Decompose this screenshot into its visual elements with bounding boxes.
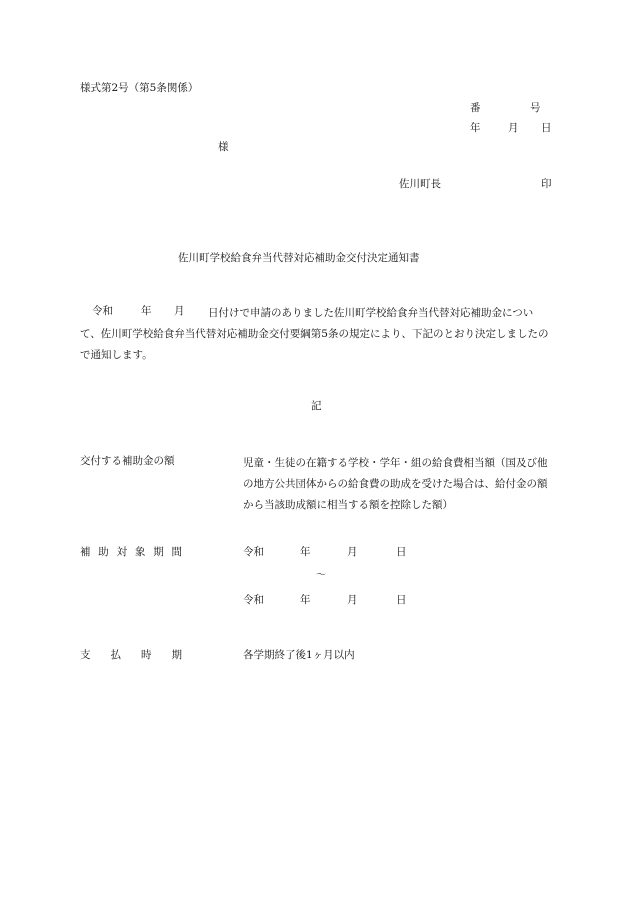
body-year: 年 (141, 305, 152, 317)
period-label (80, 544, 182, 559)
issuer-name: 佐川町長 (399, 178, 441, 190)
period-label-char: 期 (153, 546, 164, 558)
date-year: 年 (470, 122, 481, 134)
payment-text: 各学期終了後1ヶ月以内 (243, 649, 355, 661)
payment-label-char: 払 (110, 649, 121, 661)
period-end-era: 令和 (243, 594, 264, 606)
period-label-char: 対 (116, 546, 128, 558)
period-label-char: 間 (171, 546, 182, 558)
body-month: 月 (174, 305, 185, 317)
number-label-right: 号 (530, 102, 541, 114)
period-tilde: ～ (316, 570, 326, 581)
period-start-month: 月 (347, 546, 358, 558)
payment-label (80, 647, 182, 662)
period-start-era: 令和 (243, 546, 264, 558)
period-end-month: 月 (347, 594, 358, 606)
date-month: 月 (508, 122, 519, 134)
body-era: 令和 (92, 305, 113, 317)
payment-label-char: 時 (141, 649, 152, 661)
document-title: 佐川町学校給食弁当代替対応補助金交付決定通知書 (178, 252, 420, 264)
amount-label: 交付する補助金の額 (80, 455, 175, 467)
period-label-char: 補 (80, 546, 91, 558)
recipient-suffix: 様 (218, 141, 229, 153)
payment-label-char: 支 (80, 649, 91, 661)
seal-mark: 印 (541, 178, 552, 190)
number-label-left: 番 (470, 102, 481, 114)
form-label: 様式第2号（第5条関係） (80, 82, 199, 94)
date-day: 日 (541, 122, 552, 134)
period-label-char: 助 (98, 546, 109, 558)
period-label-char: 象 (134, 546, 146, 558)
ki-mark: 記 (311, 400, 322, 412)
period-start-day: 日 (396, 546, 407, 558)
body-text: 日付けで申請のありました佐川町学校給食弁当代替対応補助金について、佐川町学校給食弁当代替対応補助金交付要綱第5条の規定により、下記のとおり決定しましたので通知します。 (80, 307, 549, 361)
period-end-year: 年 (300, 594, 311, 606)
period-start-year: 年 (300, 546, 311, 558)
amount-text: 児童・生徒の在籍する学校・学年・組の給食費相当額（国及び他の地方公共団体からの給食費の助成を受けた場合は、給付金の額から当該助成額に相当する額を控除した額） (243, 457, 548, 511)
payment-label-char: 期 (171, 649, 182, 661)
period-end-day: 日 (396, 594, 407, 606)
